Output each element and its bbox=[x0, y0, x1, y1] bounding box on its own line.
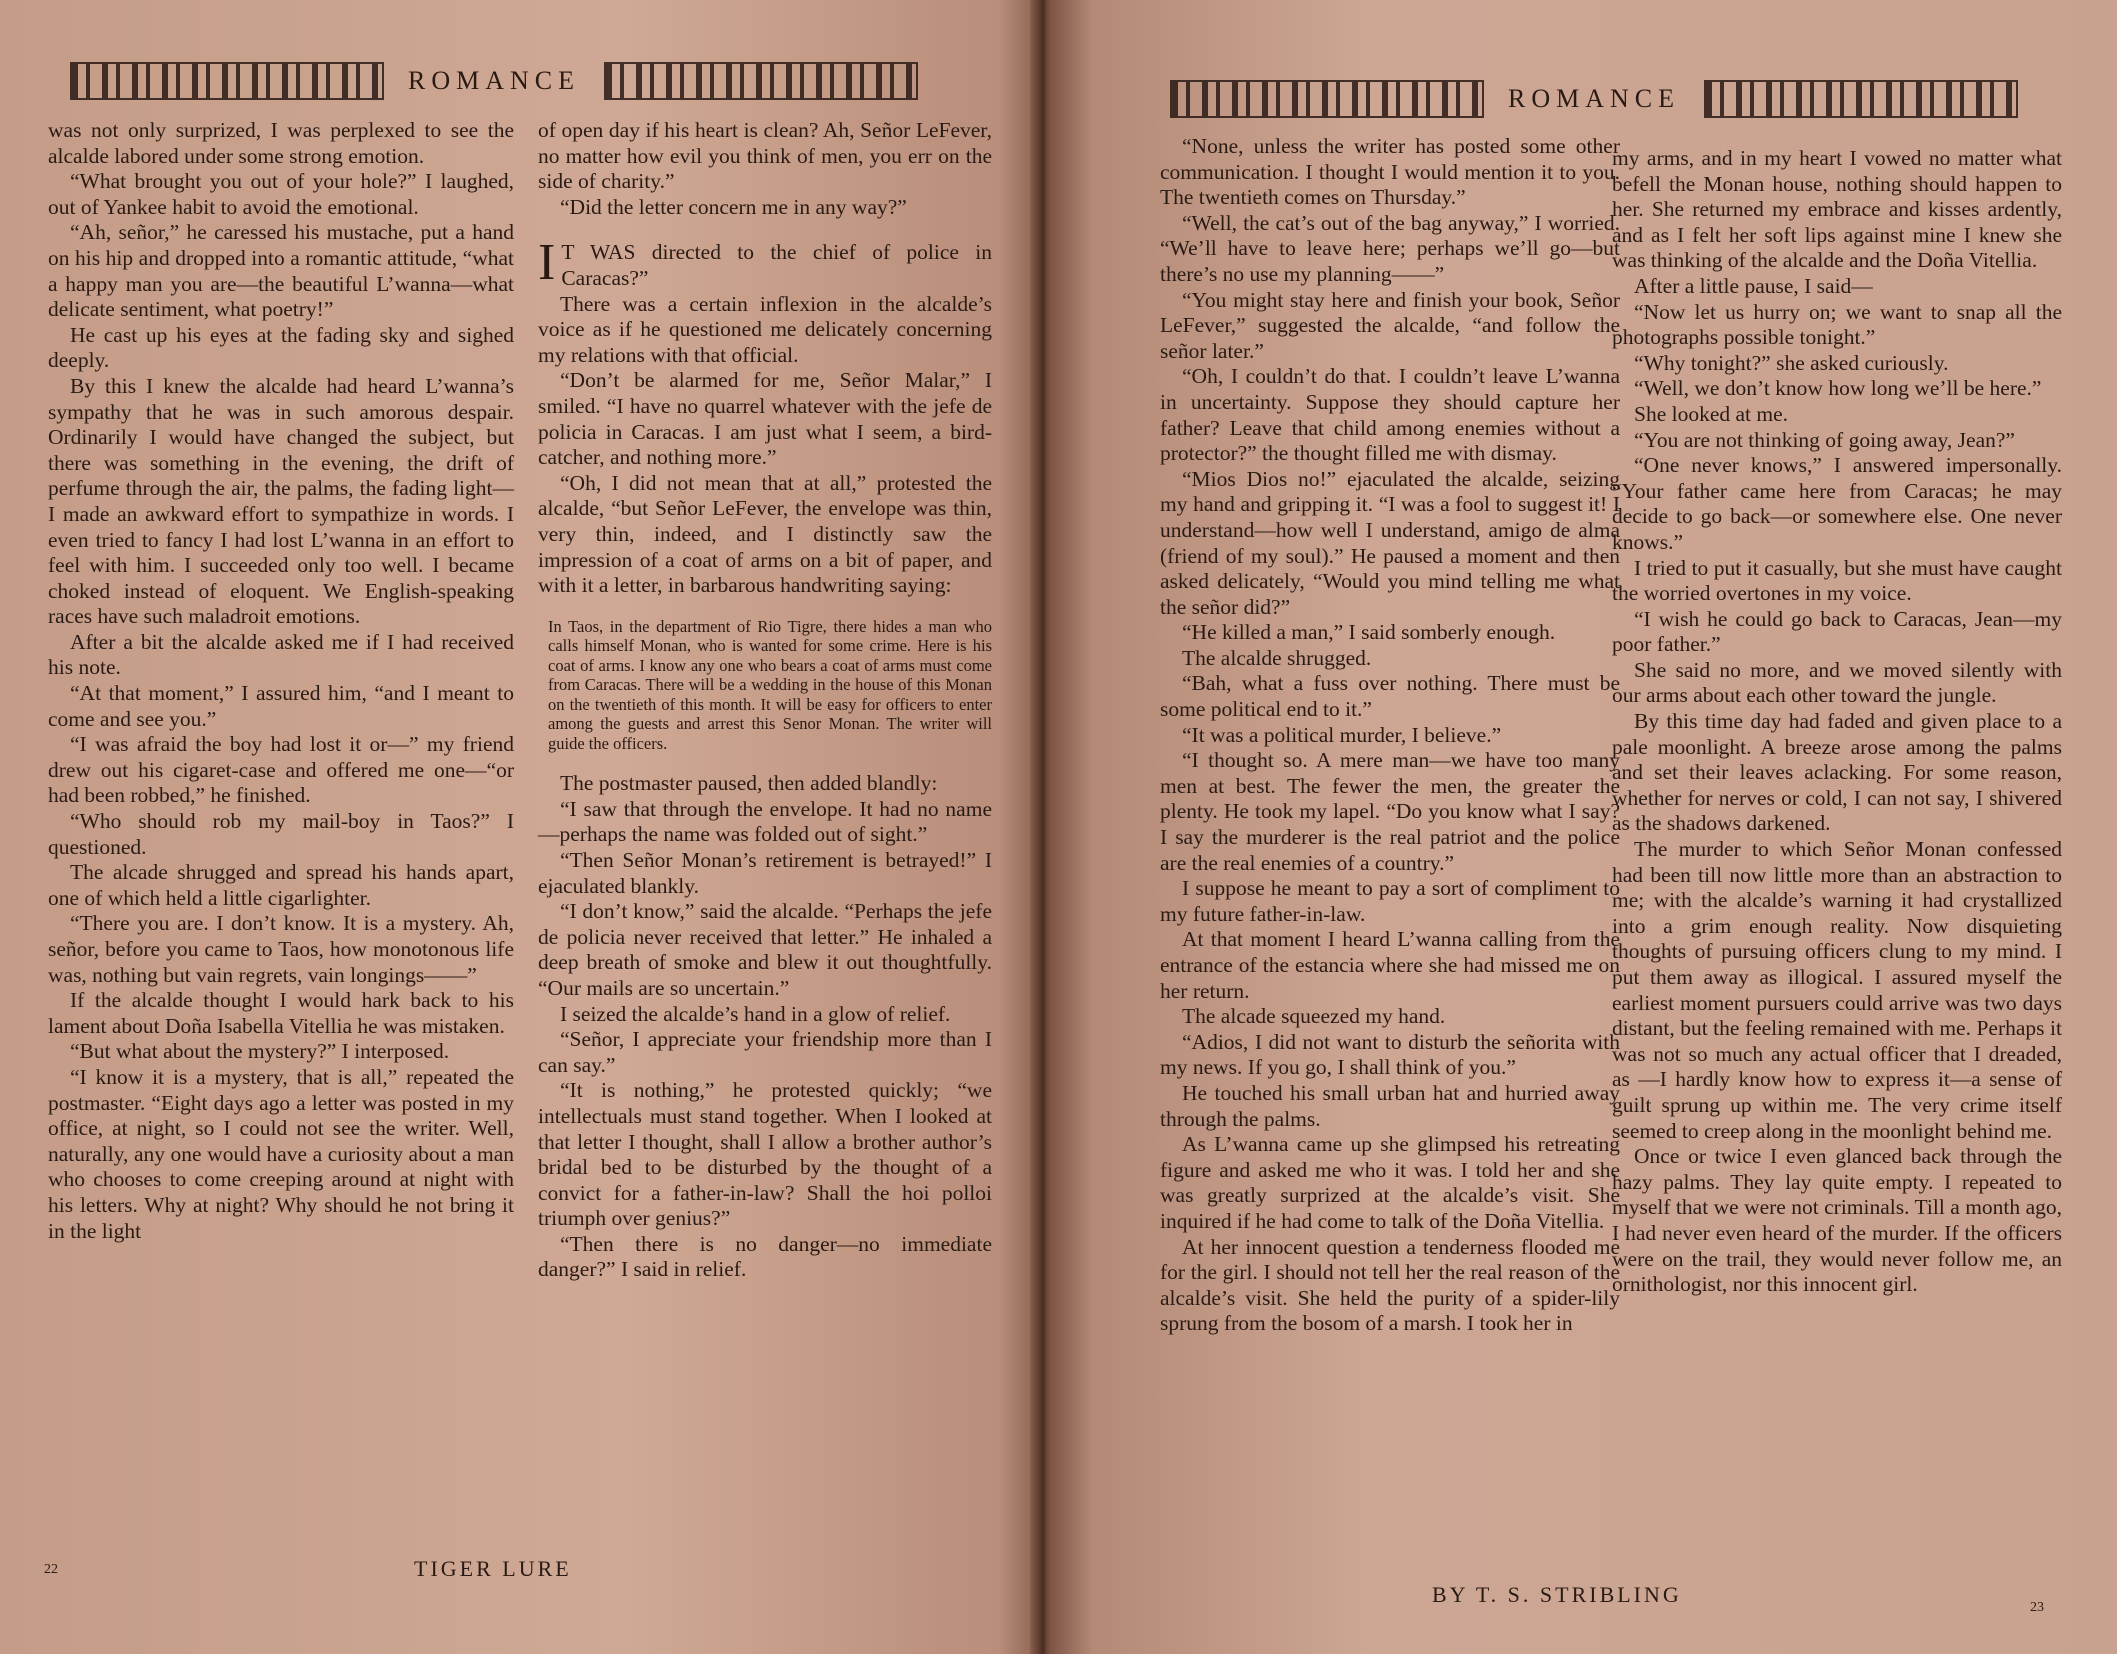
paragraph: “You might stay here and finish your book, Señor LeFever,” suggested the alcalde, “and follow the señor later.” bbox=[1160, 287, 1620, 363]
paragraph: She said no more, and we moved silently with our arms about each other toward the jungle. bbox=[1612, 657, 2062, 708]
paragraph: The alcade squeezed my hand. bbox=[1182, 1004, 1446, 1029]
paragraph: “Then Señor Monan’s retirement is betrayed!” I ejaculated blankly. bbox=[538, 847, 992, 898]
paragraph: “I don’t know,” said the alcalde. “Perhaps the jefe de policia never received that letter.” He inhaled a deep breath of smoke and blew it out thoughtfully. “Our mails are so uncertain.” bbox=[538, 899, 992, 1000]
paragraph: The murder to which Señor Monan confessed had been till now little more than an abstraction to me; with the alcalde’s warning it had crystallized into a grim enough reality. Now disquieting thoughts of pursuing officers clung to my mind. I put them away as illogical. I assured myself the earliest moment pursuers could arrive was two days distant, but the feeling remained with me. Perhaps it was not so much any actual officer that I dreaded, as —I hardly know how to express it—a sense of guilt sprung up within me. The very crime itself seemed to creep along in the moonlight behind me. bbox=[1612, 837, 2062, 1143]
left-header bbox=[70, 62, 918, 100]
paragraph: After a little pause, I said— bbox=[1634, 273, 1873, 298]
paragraph: At that moment I heard L’wanna calling from the entrance of the estancia where she had missed me on her return. bbox=[1160, 927, 1620, 1003]
paragraph: of open day if his heart is clean? Ah, Señor LeFever, no matter how evil you think of men, you err on the side of charity.” bbox=[538, 118, 992, 194]
paragraph: “Now let us hurry on; we want to snap all the photographs possible tonight.” bbox=[1612, 299, 2062, 350]
header-ornament-right bbox=[1704, 80, 2018, 118]
paragraph: By this time day had faded and given place to a pale moonlight. A breeze arose among the palms and set their leaves aclacking. For some reason, whether for nerves or cold, I can not say, I shivered as the shadows darkened. bbox=[1612, 709, 2062, 836]
paragraph: “He killed a man,” I said somberly enough. bbox=[1182, 620, 1556, 645]
left-footer: TIGER LURE bbox=[414, 1556, 572, 1581]
paragraph: “Señor, I appreciate your friendship more than I can say.” bbox=[538, 1027, 992, 1077]
paragraph: The alcalde shrugged. bbox=[1182, 645, 1372, 670]
drop-cap: I bbox=[538, 234, 556, 292]
paragraph: “One never knows,” I answered impersonally. “Your father came here from Caracas; he may decide to go back—or somewhere else. One never knows.” bbox=[1612, 453, 2062, 554]
paragraph: The postmaster paused, then added blandly: bbox=[560, 771, 938, 796]
paragraph: “It is nothing,” he protested quickly; “we intellectuals must stand together. When I looked at that letter I thought, shall I allow a brother author’s bridal bed to be disturbed by the thought of a convict for a father-in-law? Shall the hoi polloi triumph over genius?” bbox=[538, 1078, 992, 1231]
left-header-title: ROMANCE bbox=[408, 66, 581, 95]
left-column-2-top bbox=[538, 118, 992, 220]
paragraph: I tried to put it casually, but she must have caught the worried overtones in my voice. bbox=[1612, 555, 2062, 606]
paragraph: my arms, and in my heart I vowed no matter what befell the Monan house, nothing should happen to her. She returned my embrace and kisses ardently, and as I felt her soft lips against mine I knew she was thinking of the alcalde and the Doña Vitellia. bbox=[1612, 146, 2062, 273]
paragraph: Once or twice I even glanced back through the hazy palms. They lay quite empty. I repeated to myself that we were not criminals. Till a month ago, I had never even heard of the murder. If the officers were on the trail, they would never follow me, an ornithologist, nor this innocent girl. bbox=[1612, 1144, 2062, 1297]
paragraph: At her innocent question a tenderness flooded me for the girl. I should not tell her the real reason of the alcalde’s visit. She held the purity of a spider-lily sprung from the bosom of a marsh. I took her in bbox=[1160, 1234, 1620, 1336]
paragraph: He touched his small urban hat and hurried away through the palms. bbox=[1160, 1080, 1620, 1131]
paragraph: I suppose he meant to pay a sort of compliment to my future father-in-law. bbox=[1160, 876, 1620, 926]
header-ornament-left bbox=[70, 62, 384, 100]
right-header bbox=[1170, 80, 2018, 118]
paragraph: There was a certain inflexion in the alcalde’s voice as if he questioned me delicately concerning my relations with that official. bbox=[538, 291, 992, 367]
paragraph: I seized the alcalde’s hand in a glow of relief. bbox=[560, 1001, 951, 1026]
left-page bbox=[0, 0, 1040, 1654]
paragraph: “It was a political murder, I believe.” bbox=[1182, 722, 1502, 747]
paragraph: “I thought so. A mere man—we have too many men at best. The fewer the men, the greater the plenty. He took my lapel. “Do you know what I say? I say the murderer is the real patriot and the police are the real enemies of a country.” bbox=[1160, 748, 1620, 875]
paragraph: “Bah, what a fuss over nothing. There must be some political end to it.” bbox=[1160, 671, 1620, 722]
right-page bbox=[1050, 0, 2117, 1654]
paragraph: “What brought you out of your hole?” I laughed, out of Yankee habit to avoid the emotional. bbox=[48, 169, 514, 219]
right-column-1 bbox=[1160, 134, 1620, 1337]
paragraph: After a bit the alcalde asked me if I had received his note. bbox=[48, 629, 514, 680]
section-first-line: T WAS directed to the chief of police in Caracas?” bbox=[561, 240, 992, 290]
paragraph: She looked at me. bbox=[1634, 401, 1789, 426]
paragraph: He cast up his eyes at the fading sky and sighed deeply. bbox=[48, 322, 514, 373]
paragraph: “Oh, I did not mean that at all,” protested the alcalde, “but Señor LeFever, the envelope was thin, very thin, indeed, and I distinctly saw the impression of a coat of arms on a bit of paper, and with it a letter, in barbarous handwriting saying: bbox=[538, 470, 992, 598]
paragraph: “Ah, señor,” he caressed his mustache, put a hand on his hip and dropped into a romantic attitude, “what a happy man you are—the beautiful L’wanna—what delicate sentiment, what poetry!” bbox=[48, 220, 514, 322]
paragraph: By this I knew the alcalde had heard L’wanna’s sympathy that he was in such amorous despair. Ordinarily I would have changed the subject, but there was something in the evening, the drift of perfume through the air, the palms, the fading light—I made an awkward effort to sympathize in words. I even tried to fancy I had lost L’wanna in an effort to feel with him. I succeeded only too well. I became choked instead of eloquent. We English-speaking races have such maladroit emotions. bbox=[48, 373, 514, 629]
paragraph: “I was afraid the boy had lost it or—” my friend drew out his cigaret-case and offered me one—“or had been robbed,” he finished. bbox=[48, 732, 514, 808]
paragraph: “Did the letter concern me in any way?” bbox=[560, 194, 907, 219]
paragraph: “Who should rob my mail-boy in Taos?” I questioned. bbox=[48, 809, 514, 859]
section-start bbox=[538, 234, 992, 292]
paragraph: “Then there is no danger—no immediate danger?” I said in relief. bbox=[538, 1231, 992, 1282]
paragraph: “There you are. I don’t know. It is a mystery. Ah, señor, before you came to Taos, how monotonous life was, nothing but vain regrets, vain longings——” bbox=[48, 911, 514, 987]
right-footer: BY T. S. STRIBLING bbox=[1432, 1582, 1682, 1607]
paragraph: “None, unless the writer has posted some other communication. I thought I would mention it to you. The twentieth comes on Thursday.” bbox=[1160, 134, 1620, 210]
paragraph: “Adios, I did not want to disturb the señorita with my news. If you go, I shall think of you.” bbox=[1160, 1029, 1620, 1080]
header-ornament-left bbox=[1170, 80, 1484, 118]
right-header-title: ROMANCE bbox=[1508, 84, 1681, 113]
paragraph: “Oh, I couldn’t do that. I couldn’t leave L’wanna in uncertainty. Suppose they should capture her father? Leave that child among enemies without a protector?” the thought filled me with dismay. bbox=[1160, 364, 1620, 466]
paragraph: As L’wanna came up she glimpsed his retreating figure and asked me who it was. I told her and she was greatly surprized at the alcalde’s visit. She inquired if he had come to talk of the Doña Vitellia. bbox=[1160, 1132, 1620, 1233]
page-number: 23 bbox=[2030, 1600, 2044, 1615]
left-column-2-mid bbox=[538, 292, 992, 599]
quoted-letter: In Taos, in the department of Rio Tigre, there hides a man who calls himself Monan, who is wanted for some crime. Here is his coat of arms. I know any one who bears a coat of arms must come from Caracas. There will be a wedding in the house of this Monan on the twentieth of this month. It will be easy for officers to enter among the guests and arrest this Senor Monan. The writer will guide the officers. bbox=[548, 616, 992, 753]
paragraph: “I know it is a mystery, that is all,” repeated the postmaster. “Eight days ago a letter was posted in my office, at night, so I could not see the writer. Well, naturally, any one would have a curiosity about a man who chooses to come creeping around at night with his letters. Why at night? Why should he not bring it in the light bbox=[48, 1064, 514, 1243]
paragraph: “But what about the mystery?” I interposed. bbox=[70, 1039, 450, 1064]
paragraph: was not only surprized, I was perplexed to see the alcalde labored under some strong emotion. bbox=[48, 118, 514, 168]
left-column-1 bbox=[48, 118, 514, 1244]
paragraph: “Why tonight?” she asked curiously. bbox=[1634, 350, 1949, 375]
paragraph: “At that moment,” I assured him, “and I meant to come and see you.” bbox=[48, 681, 514, 731]
paragraph: “You are not thinking of going away, Jean?” bbox=[1634, 427, 2015, 452]
paragraph: “Well, we don’t know how long we’ll be here.” bbox=[1634, 376, 2042, 401]
paragraph: “I wish he could go back to Caracas, Jean—my poor father.” bbox=[1612, 606, 2062, 657]
left-column-2-bottom bbox=[538, 771, 992, 1283]
paragraph: “Don’t be alarmed for me, Señor Malar,” I smiled. “I have no quarrel whatever with the jefe de policia in Caracas. I am just what I seem, a bird-catcher, and nothing more.” bbox=[538, 368, 992, 470]
page-number: 22 bbox=[44, 1562, 58, 1577]
header-ornament-right bbox=[604, 62, 918, 100]
paragraph: “I saw that through the envelope. It had no name—perhaps the name was folded out of sight.” bbox=[538, 796, 992, 847]
left-column-2 bbox=[538, 118, 992, 1283]
right-column-2 bbox=[1612, 146, 2062, 1298]
paragraph: If the alcalde thought I would hark back to his lament about Doña Isabella Vitellia he was mistaken. bbox=[48, 988, 514, 1038]
paragraph: The alcade shrugged and spread his hands apart, one of which held a little cigarlighter. bbox=[48, 860, 514, 910]
paragraph: “Well, the cat’s out of the bag anyway,” I worried. “We’ll have to leave here; perhaps we’ll go—but there’s no use my planning——” bbox=[1160, 210, 1620, 286]
paragraph: “Mios Dios no!” ejaculated the alcalde, seizing my hand and gripping it. “I was a fool to suggest it! I understand—how well I understand, amigo de alma (friend of my soul).” He paused a moment and then asked delicately, “Would you mind telling me what the señor did?” bbox=[1160, 466, 1620, 619]
